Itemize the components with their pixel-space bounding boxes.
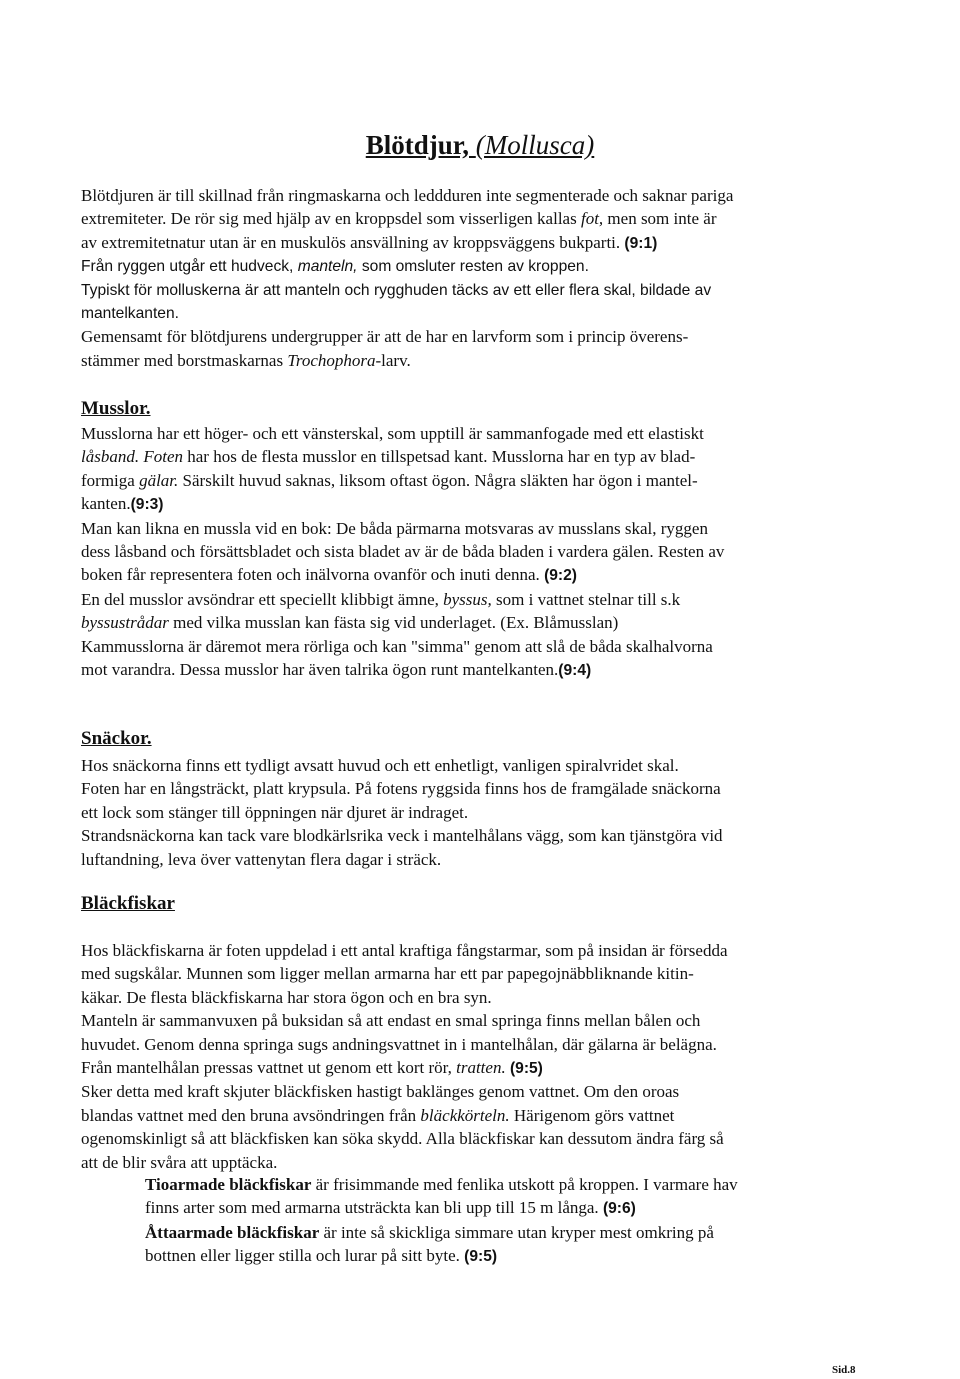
blackfiskar-paragraph bbox=[81, 939, 871, 1174]
text-line: Man kan likna en mussla vid en bok: De båda pärmarna motsvaras av musslans skal, ryggen bbox=[81, 518, 708, 538]
section-heading-blackfiskar: Bläckfiskar bbox=[81, 893, 175, 914]
text-line: Hos snäckorna finns ett tydligt avsatt huvud och ett enhetligt, vanligen spiralvridet skal. bbox=[81, 756, 679, 775]
reference: (9:2) bbox=[544, 567, 577, 585]
text-line: finns arter som med armarna utsträckta kan bli upp till 15 m långa. (9:6) bbox=[145, 1198, 636, 1218]
reference: (9:5) bbox=[509, 1060, 543, 1078]
section-heading-musslor: Musslor. bbox=[81, 398, 151, 419]
text-line: byssustrådar med vilka musslan kan fästa sig vid underlaget. (Ex. Blåmusslan) bbox=[81, 613, 619, 633]
text-line: att de blir svåra att upptäcka. bbox=[81, 1152, 278, 1172]
snackor-paragraph bbox=[81, 754, 871, 871]
musslor-paragraph bbox=[81, 422, 871, 682]
reference: (9:3) bbox=[130, 496, 164, 514]
text-line: Manteln är sammanvuxen på buksidan så att endast en smal springa finns mellan bålen och bbox=[81, 1011, 701, 1031]
text-line: dess låsband och försättsbladet och sista bladet av är de båda bladen i vardera gälen. Resten av bbox=[81, 542, 725, 562]
text-line: Sker detta med kraft skjuter bläckfisken hastigt baklänges genom vattnet. Om den oroas bbox=[81, 1082, 680, 1102]
text-line: Strandsnäckorna kan tack vare blodkärlsrika veck i mantelhålans vägg, som kan tjänstgöra vid bbox=[81, 826, 723, 846]
text-line: Hos bläckfiskarna är foten uppdelad i ett antal kraftiga fångstarmar, som på insidan är försedda bbox=[81, 941, 728, 960]
text-line: blandas vattnet med den bruna avsöndringen från bläckkörteln. Härigenom görs vattnet bbox=[81, 1105, 675, 1125]
text-line: bottnen eller ligger stilla och lurar på sitt byte. (9:5) bbox=[145, 1246, 498, 1266]
text-line: huvudet. Genom denna springa sugs andningsvattnet in i mantelhålan, där gälarna är belägna. bbox=[81, 1034, 717, 1054]
text-line: Gemensamt för blötdjurens undergrupper är att de har en larvform som i princip överens- bbox=[81, 327, 689, 347]
text-line: ogenomskinligt så att bläckfisken kan söka skydd. Alla bläckfiskar kan dessutom ändra färg så bbox=[81, 1129, 724, 1149]
text-line: Foten har en långsträckt, platt krypsula. På fotens ryggsida finns hos de framgälade snäckorna bbox=[81, 779, 721, 799]
text-line: käkar. De flesta bläckfiskarna har stora ögon och en bra syn. bbox=[81, 987, 492, 1007]
text-line: formiga gälar. Särskilt huvud saknas, liksom oftast ögon. Några släkten har ögon i mantel- bbox=[81, 470, 698, 490]
text-line: kanten.(9:3) bbox=[81, 494, 164, 514]
text-line: med sugskålar. Munnen som ligger mellan armarna har ett par papegojnäbbliknande kitin- bbox=[81, 964, 694, 984]
text-line: mot varandra. Dessa musslor har även talrika ögon runt mantelkanten.(9:4) bbox=[81, 660, 592, 680]
text-line: Kammusslorna är däremot mera rörliga och kan "simma" genom att slå de båda skalhalvorna bbox=[81, 636, 713, 656]
text-line: Musslorna har ett höger- och ett vänsterskal, som upptill är sammanfogade med ett elastiskt bbox=[81, 424, 704, 443]
title-main: Blötdjur, bbox=[365, 130, 476, 160]
reference: (9:6) bbox=[602, 1200, 636, 1218]
text-line: extremiteter. De rör sig med hjälp av en kroppsdel som visserligen kallas fot, men som inte är bbox=[81, 209, 717, 229]
page-number: Sid.8 bbox=[832, 1364, 856, 1376]
text-line: Från mantelhålan pressas vattnet ut genom ett kort rör, tratten. (9:5) bbox=[81, 1058, 543, 1078]
blackfiskar-types bbox=[145, 1173, 885, 1269]
text-line: Från ryggen utgår ett hudveck, manteln, som omsluter resten av kroppen. bbox=[81, 258, 589, 276]
text-line: mantelkanten. bbox=[81, 305, 179, 323]
intro-paragraph bbox=[81, 184, 871, 372]
text-line: boken får representera foten och inälvorna ovanför och inuti denna. (9:2) bbox=[81, 565, 577, 585]
text-line: En del musslor avsöndrar ett speciellt klibbigt ämne, byssus, som i vattnet stelnar till s.k bbox=[81, 589, 681, 609]
text-line: Blötdjuren är till skillnad från ringmaskarna och leddduren inte segmenterade och saknar pariga bbox=[81, 186, 734, 205]
text-line: av extremitetnatur utan är en muskulös ansvällning av kroppsväggens bukparti. (9:1) bbox=[81, 232, 658, 252]
text-line: låsband. Foten har hos de flesta musslor en tillspetsad kant. Musslorna har en typ av blad- bbox=[81, 447, 696, 467]
page-title bbox=[0, 130, 960, 161]
text-line: luftandning, leva över vattenytan flera dagar i sträck. bbox=[81, 849, 442, 869]
text-line: ett lock som stänger till öppningen när djuret är indraget. bbox=[81, 802, 469, 822]
text-line: Åttaarmade bläckfiskar är inte så skickliga simmare utan kryper mest omkring på bbox=[145, 1222, 714, 1242]
text-line: Typiskt för molluskerna är att manteln och rygghuden täcks av ett eller flera skal, bildade av bbox=[81, 281, 712, 299]
text-line: stämmer med borstmaskarnas Trochophora-larv. bbox=[81, 350, 411, 370]
text-line: Tioarmade bläckfiskar är frisimmande med fenlika utskott på kroppen. I varmare hav bbox=[145, 1175, 738, 1194]
title-latin: (Mollusca) bbox=[475, 130, 595, 160]
reference: (9:1) bbox=[624, 234, 658, 252]
reference: (9:4) bbox=[558, 662, 592, 680]
section-heading-snackor: Snäckor. bbox=[81, 728, 152, 749]
reference: (9:5) bbox=[464, 1248, 498, 1266]
